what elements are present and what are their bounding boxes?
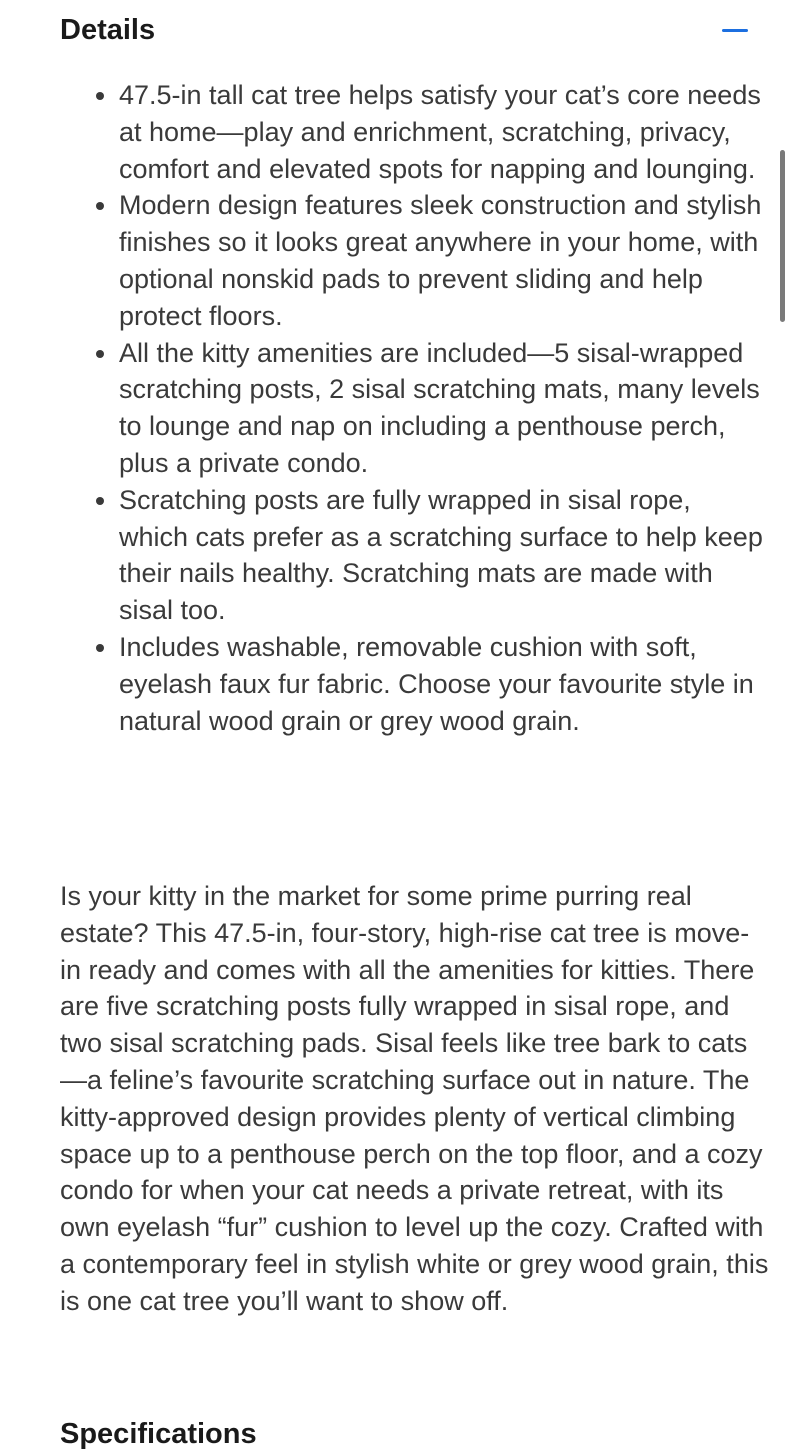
details-title: Details [60, 13, 156, 46]
list-item: • 47.5-in tall cat tree helps satisfy your cat’s core needs at home—play and enrichment, scratching, privacy, comfort and elevated spots for napping and lounging. [119, 77, 766, 187]
list-item: • Includes washable, removable cushion with soft, eyelash faux fur fabric. Choose your favourite style in natural wood grain or grey wood grain. [119, 629, 766, 739]
list-item: • Scratching posts are fully wrapped in sisal rope, which cats prefer as a scratching surface to help keep their nails healthy. Scratching mats are made with sisal too. [119, 482, 766, 629]
details-header[interactable] [60, 6, 760, 54]
collapse-details-button[interactable] [718, 13, 752, 47]
product-description: Is your kitty in the market for some prime purring real estate? This 47.5-in, four-story, high-rise cat tree is move-in ready and comes with all the amenities for kitties. There are five scratching posts fully wrapped in sisal rope, and two sisal scratching pads. Sisal feels like tree bark to cats—a feline’s favourite scratching surface out in nature. The kitty-approved design provides plenty of vertical climbing space up to a penthouse perch on the top floor, and a cozy condo for when your cat needs a private retreat, with its own eyelash “fur” cushion to level up the cozy. Crafted with a contemporary feel in stylish white or grey wood grain, this is one cat tree you’ll want to show off. [60, 881, 769, 1316]
minus-icon [722, 29, 748, 32]
list-item: • All the kitty amenities are included—5 sisal-wrapped scratching posts, 2 sisal scratching mats, many levels to lounge and nap on including a penthouse perch, plus a private condo. [119, 335, 766, 482]
specifications-title[interactable]: Specifications [60, 1418, 257, 1450]
scrollbar[interactable] [780, 150, 786, 322]
scrollbar-thumb[interactable] [780, 150, 785, 322]
list-item: • Modern design features sleek construction and stylish finishes so it looks great anywhere in your home, with optional nonskid pads to prevent sliding and help protect floors. [119, 187, 766, 334]
details-bullet-list [60, 77, 766, 739]
